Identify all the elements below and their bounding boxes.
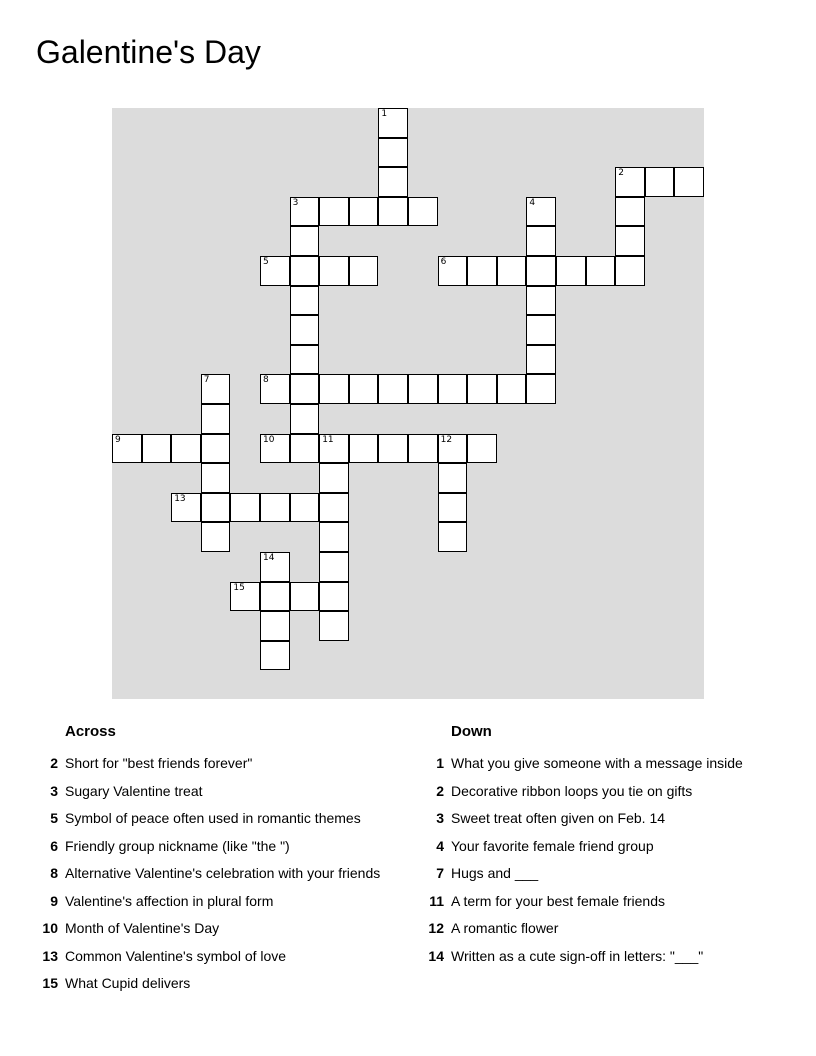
down-clue — [422, 809, 782, 828]
grid-cell[interactable] — [615, 256, 645, 286]
clue-number: 9 — [50, 892, 58, 909]
grid-cell[interactable] — [171, 434, 201, 464]
across-clues — [36, 722, 381, 1002]
down-clues — [422, 722, 782, 974]
clue-text: Sugary Valentine treat — [65, 782, 203, 799]
cell-number: 12 — [440, 434, 453, 445]
grid-cell[interactable] — [290, 345, 320, 375]
grid-cell[interactable] — [260, 493, 290, 523]
grid-cell[interactable] — [290, 256, 320, 286]
grid-cell[interactable] — [230, 493, 260, 523]
grid-cell[interactable] — [290, 434, 320, 464]
clue-text: What Cupid delivers — [65, 975, 191, 991]
clue-number: 6 — [50, 837, 58, 854]
clue-text: Hugs and ___ — [451, 865, 539, 881]
crossword-grid — [112, 108, 704, 699]
clue-number: 8 — [50, 865, 58, 881]
grid-cell[interactable] — [378, 434, 408, 464]
grid-cell[interactable] — [319, 522, 349, 552]
down-clue — [422, 782, 782, 801]
grid-cell[interactable] — [378, 108, 408, 138]
grid-cell[interactable] — [201, 463, 231, 493]
grid-cell[interactable] — [319, 611, 349, 641]
clue-text: Valentine's affection in plural form — [65, 892, 274, 909]
cell-number: 7 — [203, 375, 210, 386]
grid-cell[interactable] — [615, 167, 645, 197]
cell-number: 13 — [174, 493, 186, 504]
grid-cell[interactable] — [408, 434, 438, 464]
grid-cell[interactable] — [438, 434, 468, 464]
clue-text: What you give someone with a message inside — [451, 755, 743, 771]
clue-number: 1 — [436, 755, 444, 771]
grid-cell[interactable] — [319, 374, 349, 404]
grid-cell[interactable] — [260, 256, 290, 286]
grid-cell[interactable] — [526, 345, 556, 375]
grid-cell[interactable] — [260, 641, 290, 671]
clue-number: 13 — [42, 947, 58, 964]
grid-cell[interactable] — [467, 374, 497, 404]
down-clue — [422, 947, 782, 966]
grid-cell[interactable] — [319, 552, 349, 582]
grid-cell[interactable] — [349, 197, 379, 227]
grid-cell[interactable] — [645, 167, 675, 197]
grid-cell[interactable] — [497, 374, 527, 404]
down-clue — [422, 864, 782, 883]
down-clue — [422, 919, 782, 938]
grid-cell[interactable] — [526, 315, 556, 345]
grid-cell[interactable] — [142, 434, 172, 464]
grid-cell[interactable] — [319, 463, 349, 493]
across-clue — [36, 892, 381, 911]
grid-cell[interactable] — [290, 226, 320, 256]
grid-cell[interactable] — [438, 374, 468, 404]
grid-cell[interactable] — [260, 552, 290, 582]
grid-cell[interactable] — [526, 197, 556, 227]
grid-cell[interactable] — [260, 374, 290, 404]
grid-cell[interactable] — [290, 493, 320, 523]
clue-number: 5 — [50, 810, 58, 826]
cell-number: 14 — [263, 553, 275, 563]
grid-cell[interactable] — [378, 167, 408, 197]
clue-text: A romantic flower — [451, 920, 559, 936]
grid-cell[interactable] — [467, 256, 497, 286]
clue-number: 2 — [436, 782, 444, 799]
down-clue — [422, 754, 782, 773]
grid-cell[interactable] — [319, 434, 349, 464]
clue-text: Short for "best friends forever" — [65, 755, 253, 771]
grid-cell[interactable] — [349, 256, 379, 286]
grid-cell[interactable] — [408, 197, 438, 227]
grid-cell[interactable] — [467, 434, 497, 464]
grid-cell[interactable] — [171, 493, 201, 523]
grid-cell[interactable] — [112, 434, 142, 464]
across-clue — [36, 782, 381, 801]
page-title: Galentine's Day — [36, 34, 261, 70]
grid-cell[interactable] — [319, 197, 349, 227]
grid-cell[interactable] — [497, 256, 527, 286]
grid-cell[interactable] — [526, 226, 556, 256]
grid-cell[interactable] — [526, 256, 556, 286]
clue-number: 11 — [429, 892, 444, 909]
grid-cell[interactable] — [408, 374, 438, 404]
grid-cell[interactable] — [319, 493, 349, 523]
clue-text: Sweet treat often given on Feb. 14 — [451, 810, 666, 826]
grid-cell[interactable] — [260, 582, 290, 612]
grid-cell[interactable] — [319, 256, 349, 286]
grid-cell[interactable] — [438, 493, 468, 523]
across-clue — [36, 919, 381, 938]
grid-cell[interactable] — [201, 404, 231, 434]
clue-number: 3 — [436, 810, 444, 826]
clue-number: 10 — [42, 920, 58, 936]
across-clue — [36, 974, 381, 993]
grid-cell[interactable] — [526, 286, 556, 316]
grid-cell[interactable] — [290, 374, 320, 404]
grid-cell[interactable] — [290, 315, 320, 345]
grid-cell[interactable] — [378, 197, 408, 227]
grid-cell[interactable] — [201, 374, 231, 404]
cell-number: 4 — [529, 197, 536, 208]
cell-number: 6 — [440, 257, 447, 267]
down-heading: Down — [451, 723, 492, 740]
clue-number: 4 — [436, 837, 444, 854]
clue-text: Your favorite female friend group — [451, 837, 654, 854]
grid-cell[interactable] — [378, 374, 408, 404]
clue-text: Written as a cute sign-off in letters: "___" — [451, 947, 704, 964]
clue-number: 2 — [50, 755, 58, 771]
clue-text: Month of Valentine's Day — [65, 920, 220, 936]
clue-text: Alternative Valentine's celebration with your friends — [65, 865, 381, 881]
across-clue — [36, 754, 381, 773]
across-clue-list — [36, 754, 381, 993]
grid-cell[interactable] — [556, 256, 586, 286]
cell-number: 8 — [263, 375, 269, 386]
grid-cell[interactable] — [349, 374, 379, 404]
clue-number: 12 — [428, 920, 444, 936]
cell-number: 9 — [115, 434, 121, 445]
grid-cell[interactable] — [674, 167, 704, 197]
grid-cell[interactable] — [438, 463, 468, 493]
grid-cell[interactable] — [260, 434, 290, 464]
grid-cell[interactable] — [615, 197, 645, 227]
across-clue — [36, 947, 381, 966]
down-clue-list — [422, 754, 782, 966]
across-clue — [36, 837, 381, 856]
grid-cell[interactable] — [290, 582, 320, 612]
grid-cell[interactable] — [438, 522, 468, 552]
down-clue — [422, 892, 782, 911]
clue-text: Symbol of peace often used in romantic themes — [65, 810, 361, 826]
grid-cell[interactable] — [526, 374, 556, 404]
grid-cell[interactable] — [290, 197, 320, 227]
clue-number: 14 — [428, 947, 444, 964]
down-clue — [422, 837, 782, 856]
across-heading: Across — [65, 723, 116, 740]
across-clue — [36, 864, 381, 883]
grid-cell[interactable] — [201, 522, 231, 552]
grid-cell[interactable] — [319, 582, 349, 612]
grid-cell[interactable] — [290, 404, 320, 434]
across-clue — [36, 809, 381, 828]
grid-cell[interactable] — [201, 434, 231, 464]
cell-number: 15 — [233, 582, 245, 593]
grid-cell[interactable] — [230, 582, 260, 612]
grid-cell[interactable] — [349, 434, 379, 464]
clue-number: 7 — [436, 865, 444, 881]
grid-cell[interactable] — [378, 138, 408, 168]
grid-cell[interactable] — [438, 256, 468, 286]
clue-text: A term for your best female friends — [451, 892, 665, 909]
grid-cell[interactable] — [586, 256, 616, 286]
cell-number: 10 — [263, 434, 275, 445]
clue-number: 3 — [50, 782, 58, 799]
cell-number: 2 — [618, 168, 624, 179]
clue-number: 15 — [42, 975, 58, 991]
cell-number: 11 — [322, 434, 334, 445]
clue-text: Decorative ribbon loops you tie on gifts — [451, 782, 693, 799]
clue-text: Friendly group nickname (like "the ") — [65, 837, 290, 854]
cell-number: 5 — [263, 257, 269, 267]
clue-text: Common Valentine's symbol of love — [65, 947, 287, 964]
cell-number: 1 — [381, 109, 388, 119]
cell-number: 3 — [292, 197, 299, 208]
grid-cell[interactable] — [615, 226, 645, 256]
grid-cell[interactable] — [290, 286, 320, 316]
grid-cell[interactable] — [260, 611, 290, 641]
grid-cell[interactable] — [201, 493, 231, 523]
